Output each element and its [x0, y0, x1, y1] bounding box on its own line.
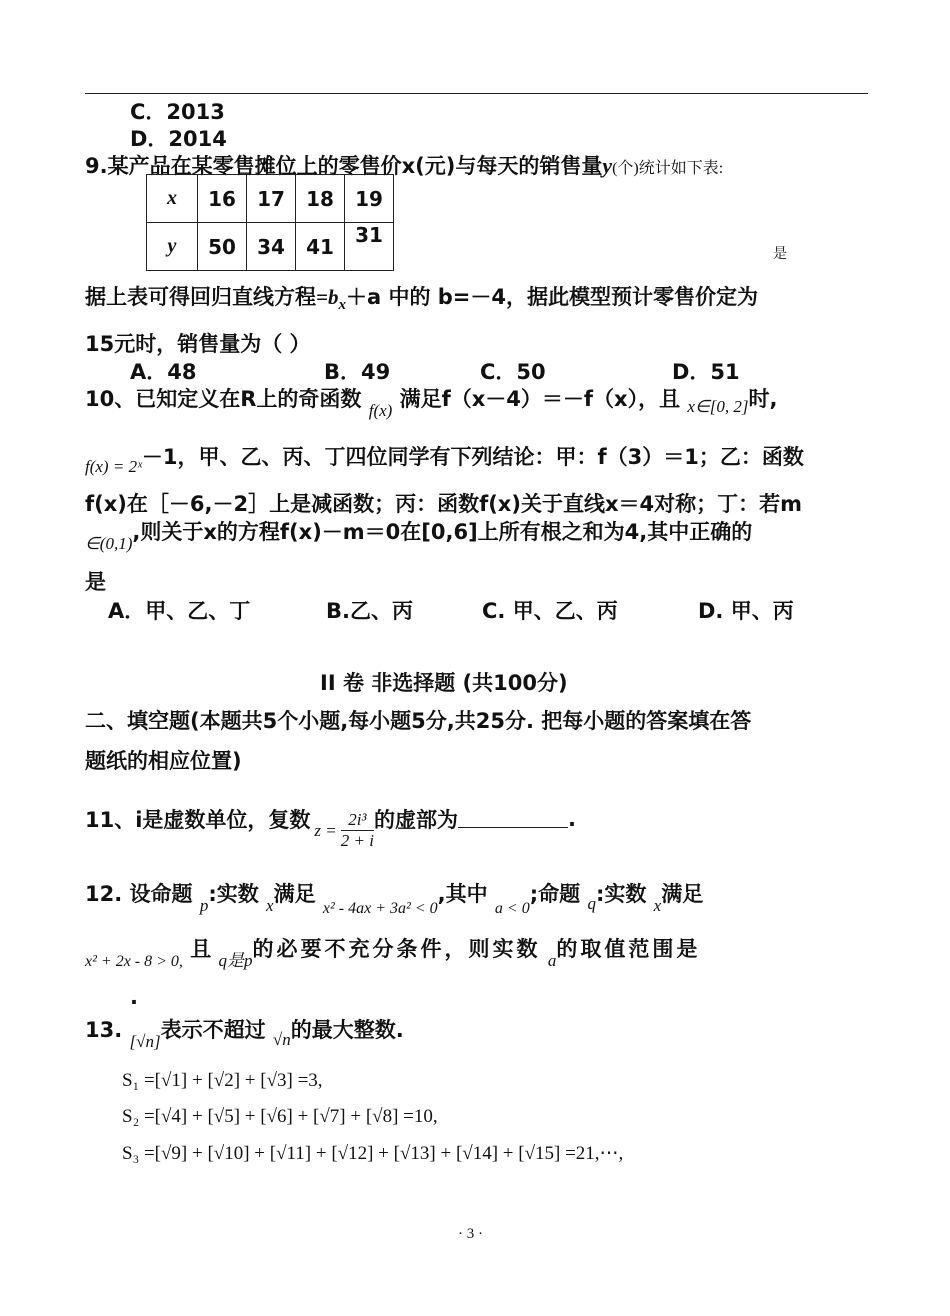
- q12-text: 满足: [273, 882, 316, 906]
- q11-answer-blank: [458, 809, 568, 828]
- q10-line1: [85, 383, 778, 420]
- q12-line1: [85, 878, 704, 917]
- q11-denominator: 2 + i: [340, 831, 374, 850]
- q12-a: a: [547, 951, 557, 970]
- q12-text: ,其中: [437, 882, 488, 906]
- q10-line3: f(x)在［－6,－2］上是减函数；丙：函数f(x)关于直线x＝4对称；丁：若m: [85, 492, 802, 516]
- page-number: · 3 ·: [458, 1226, 483, 1242]
- q13-text: 表示不超过: [160, 1018, 266, 1042]
- q10-line2-text: －1，甲、乙、丙、丁四位同学有下列结论：甲：f（3）＝1；乙：函数: [141, 445, 804, 469]
- table-cell: 31: [345, 223, 394, 271]
- table-cell: 17: [247, 175, 296, 223]
- q13-s3: S₃ =[√9] + [√10] + [√11] + [√12] + [√13] + [√14] + [√15] =21,⋯,: [122, 1143, 624, 1164]
- q9-line2-tail: ＋a 中的 b=－4，据此模型预计零售价定为: [345, 285, 758, 309]
- q13-floor-sqrt-n: [√n]: [129, 1032, 161, 1051]
- q12-p: p: [199, 896, 209, 915]
- q11-line: [85, 798, 576, 850]
- q12-inequality-1: x² - 4ax + 3a² < 0: [322, 900, 438, 917]
- table-cell: 19: [345, 175, 394, 223]
- q11-z-eq: z =: [314, 820, 337, 840]
- q10-line1-tail: 时,: [748, 387, 778, 411]
- q12-q-is-p: q是p: [218, 951, 253, 970]
- q9-option-c: C．50: [480, 360, 546, 384]
- q13-s1: S₁ =[√1] + [√2] + [√3] =3,: [122, 1070, 323, 1091]
- q10-option-b: B.乙、丙: [326, 599, 413, 623]
- q12-text: 且: [190, 937, 212, 961]
- q10-option-a: A．甲、乙、丁: [108, 599, 251, 623]
- q13-label: 13.: [85, 1018, 123, 1042]
- q12-text: ;命题: [529, 882, 581, 906]
- q13-s2: S₂ =[√4] + [√5] + [√6] + [√7] + [√8] =10,: [122, 1106, 438, 1127]
- table-row-y: [147, 223, 394, 271]
- q10-line4-text: ,则关于x的方程f(x)－m＝0在[0,6]上所有根之和为4,其中正确的: [132, 520, 753, 544]
- q9-option-a: A．48: [130, 360, 197, 384]
- q12-x: x: [266, 896, 274, 915]
- q9-stem-tail: (个)统计如下表:: [612, 160, 724, 177]
- q11-end: .: [567, 806, 576, 831]
- table-cell: 50: [198, 223, 247, 271]
- stray-character: 是: [773, 247, 787, 262]
- q13-line: [85, 1014, 404, 1051]
- q10-line5: 是: [85, 570, 106, 594]
- q9-option-b: B．49: [324, 360, 391, 384]
- q10-fx: f(x): [368, 401, 393, 420]
- q12-text: 12. 设命题: [85, 882, 193, 906]
- q9-stem-text: 9.某产品在某零售摊位上的零售价x(元)与每天的销售量: [85, 154, 603, 178]
- q13-sqrt-n: √n: [272, 1030, 291, 1049]
- section-title: II 卷 非选择题 (共100分): [320, 671, 568, 695]
- q11-numerator: 2i³: [341, 810, 374, 831]
- q9-line3: 15元时，销售量为（ ）: [85, 332, 311, 356]
- q9-regression-eq: =b: [316, 285, 339, 309]
- q12-text: :实数: [595, 882, 647, 906]
- table-row-x: [147, 175, 394, 223]
- q12-inequality-2: x² + 2x - 8 > 0,: [85, 953, 183, 970]
- q9-data-table: [146, 174, 394, 271]
- q12-q: q: [587, 894, 596, 913]
- header-rule: [85, 93, 868, 94]
- q12-line2: [85, 933, 701, 970]
- q11-fraction: [341, 810, 374, 851]
- q10-fx-formula: f(x) = 2ˣ: [85, 457, 142, 476]
- table-header-y: y: [147, 223, 198, 271]
- q9-regression-x: x: [338, 297, 346, 314]
- q13-text-tail: 的最大整数.: [290, 1018, 404, 1042]
- q9-line2: [85, 281, 758, 314]
- q10-line1-text: 10、已知定义在R上的奇函数: [85, 387, 362, 411]
- table-cell: 18: [296, 175, 345, 223]
- q10-option-c: C. 甲、乙、丙: [482, 599, 618, 623]
- q10-m-range: ∈(0,1): [85, 534, 133, 553]
- q9-line2-text: 据上表可得回归直线方程: [85, 285, 316, 309]
- q10-line2: [85, 441, 804, 476]
- q12-x-2: x: [653, 896, 662, 915]
- q10-line1-mid: 满足f（x－4）＝－f（x），且: [399, 387, 681, 411]
- q8-option-c: C．2013: [130, 100, 225, 124]
- table-cell: 41: [296, 223, 345, 271]
- q12-text: :实数: [208, 882, 259, 906]
- table-header-x: x: [147, 175, 198, 223]
- part2-instruction-line2: 题纸的相应位置): [85, 749, 242, 773]
- q8-option-d: D．2014: [130, 127, 227, 151]
- q12-text: 满足: [661, 882, 704, 906]
- table-cell: 34: [247, 223, 296, 271]
- q10-option-d: D. 甲、丙: [698, 599, 794, 623]
- q10-line4: [85, 516, 753, 553]
- table-cell: 16: [198, 175, 247, 223]
- q12-a-condition: a < 0: [494, 900, 530, 917]
- q11-text: 11、i是虚数单位，复数: [85, 807, 311, 832]
- q12-text: 的取值范围是: [556, 937, 701, 961]
- q9-option-d: D．51: [672, 360, 740, 384]
- q12-line3: .: [130, 985, 138, 1009]
- part2-instruction-line1: 二、填空题(本题共5个小题,每小题5分,共25分. 把每小题的答案填在答: [85, 709, 752, 733]
- q9-y-var: y: [602, 153, 613, 178]
- q11-text-tail: 的虚部为: [373, 807, 458, 832]
- q12-text: 的必要不充分条件，则实数: [252, 937, 541, 961]
- q10-domain: x∈[0, 2]: [687, 397, 749, 416]
